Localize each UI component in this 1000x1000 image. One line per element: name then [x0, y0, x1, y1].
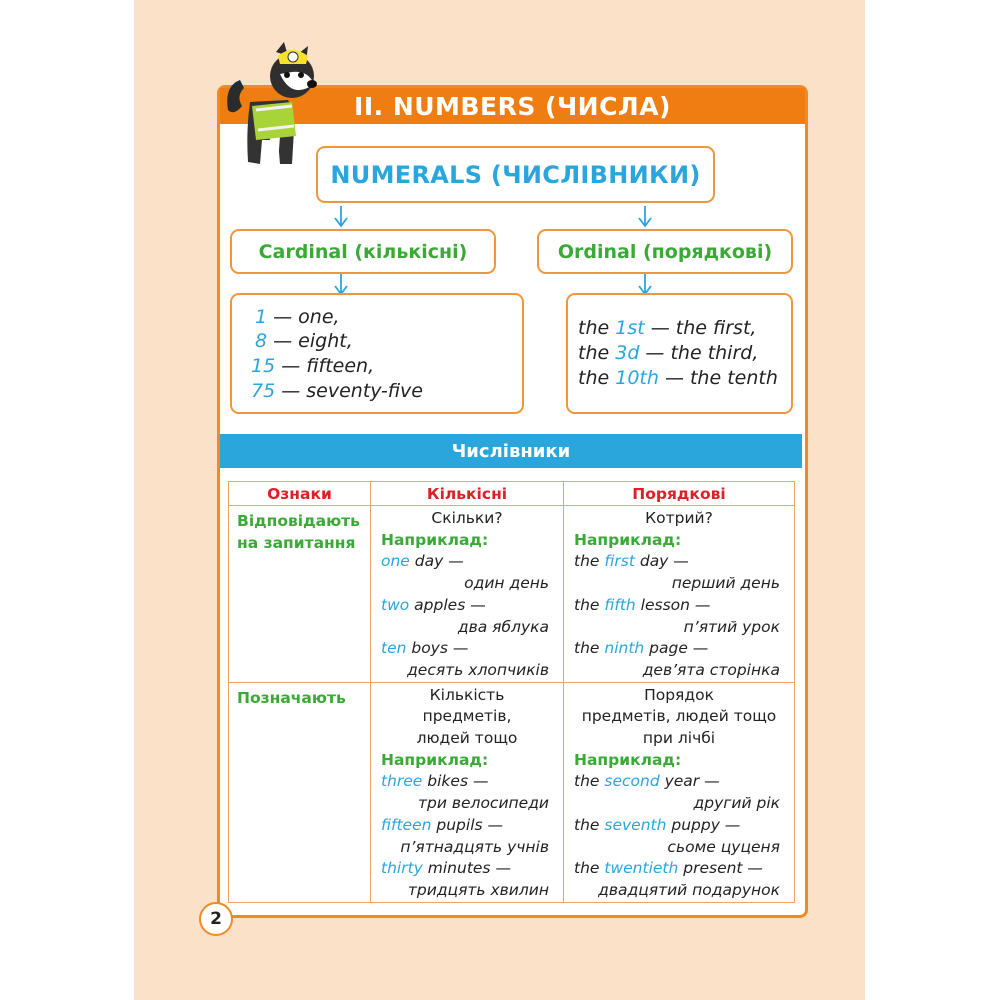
cardinal-title: Cardinal (кількісні)	[258, 241, 468, 263]
example-en: three bikes —	[381, 772, 489, 791]
arrow-down-icon	[638, 206, 652, 228]
section-title: Числівники	[451, 441, 571, 462]
example-label: Наприклад:	[381, 750, 489, 769]
example-en: ten boys —	[381, 639, 469, 658]
example-en: the ninth page —	[574, 639, 709, 658]
column-header: Ознаки	[229, 482, 371, 506]
ordinal-example: the 10th — the tenth	[578, 367, 778, 389]
example-ua: сьоме цуценя	[667, 837, 780, 856]
arrow-down-icon	[334, 206, 348, 228]
cardinal-cell	[371, 506, 564, 683]
example-ua: другий рік	[693, 794, 780, 813]
description-line: Порядок	[644, 685, 714, 704]
example-label: Наприклад:	[574, 750, 682, 769]
page-number: 2	[210, 909, 222, 929]
example-en: the first day —	[574, 552, 689, 571]
example-ua: тридцять хвилин	[407, 880, 549, 899]
description-line: Кількість	[429, 685, 505, 704]
description-line: при лічбі	[642, 729, 716, 748]
example-ua: перший день	[671, 574, 780, 593]
example-ua: двадцятий подарунок	[598, 880, 780, 899]
table-header-row	[229, 482, 795, 506]
example-ua: один день	[464, 574, 549, 593]
description-line: предметів, людей тощо	[581, 707, 777, 726]
page-title: II. NUMBERS (ЧИСЛА)	[354, 92, 671, 121]
cardinal-example: 1 — one,	[255, 306, 340, 328]
husky-dog-mascot-icon	[222, 40, 322, 174]
feature-cell	[229, 506, 371, 683]
example-en: two apples —	[381, 595, 486, 614]
ordinal-cell	[564, 506, 795, 683]
example-label: Наприклад:	[574, 530, 682, 549]
example-ua: п’ятнадцять учнів	[400, 837, 549, 856]
example-en: the second year —	[574, 772, 720, 791]
description-line: предметів,	[422, 707, 512, 726]
example-en: the fifth lesson —	[574, 595, 711, 614]
feature-cell	[229, 682, 371, 902]
feature-line: Позначають	[237, 688, 346, 707]
example-en: the seventh puppy —	[574, 815, 741, 834]
description-line: людей тощо	[416, 729, 518, 748]
column-header: Порядкові	[564, 482, 795, 506]
feature-line: Відповідають	[237, 512, 360, 530]
column-header: Кількісні	[371, 482, 564, 506]
example-ua: п’ятий урок	[683, 617, 780, 636]
ordinal-cell	[564, 682, 795, 902]
cardinal-cell	[371, 682, 564, 902]
ordinal-title: Ordinal (порядкові)	[557, 241, 773, 263]
table-row	[229, 682, 795, 902]
table-row	[229, 506, 795, 683]
example-ua: три велосипеди	[418, 794, 549, 813]
example-en: one day —	[381, 552, 464, 571]
example-label: Наприклад:	[381, 530, 489, 549]
numerals-title: NUMERALS (ЧИСЛІВНИКИ)	[330, 161, 701, 189]
cardinal-example: 8 — eight,	[255, 330, 353, 352]
example-en: thirty minutes —	[381, 859, 511, 878]
example-en: the twentieth present —	[574, 859, 763, 878]
example-en: fifteen pupils —	[381, 815, 503, 834]
cardinal-example: 15 — fifteen,	[251, 355, 375, 377]
feature-line: на запитання	[237, 534, 356, 552]
ordinal-example: the 1st — the first,	[578, 317, 757, 339]
numerals-table	[228, 481, 795, 903]
ordinal-example: the 3d — the third,	[578, 342, 759, 364]
cardinal-example: 75 — seventy-five	[251, 380, 423, 402]
question: Котрий?	[645, 509, 713, 527]
example-ua: дев’ята сторінка	[642, 660, 780, 679]
example-ua: десять хлопчиків	[407, 660, 549, 679]
question: Скільки?	[431, 509, 503, 527]
example-ua: два яблука	[457, 617, 549, 636]
